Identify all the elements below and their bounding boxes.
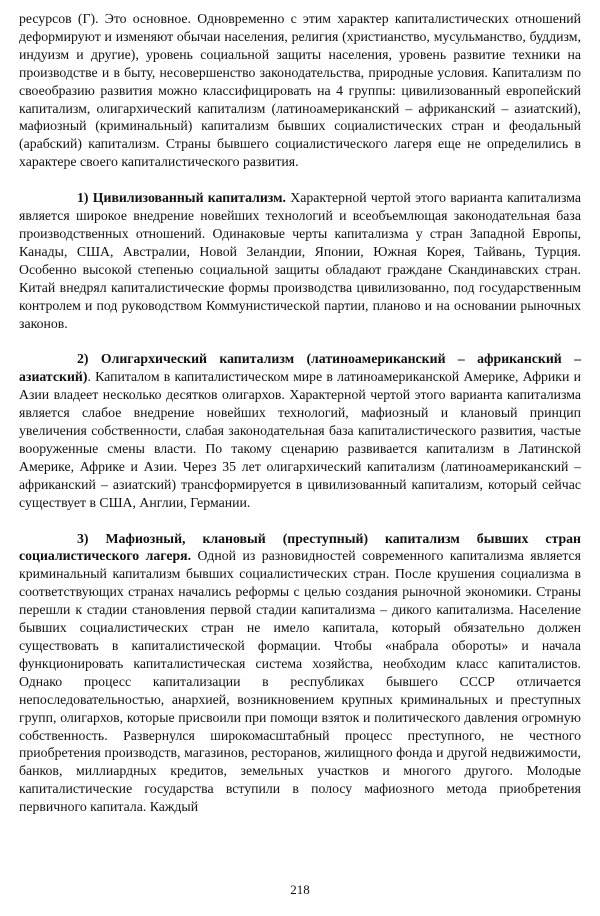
section-heading: 1) Цивилизованный капитализм. — [77, 190, 287, 206]
paragraph-gap — [19, 332, 581, 350]
section-body: Характерной чертой этого варианта капитализма является широкое внедрение новейших технологий и всеобъемлющая законодательная база производственных отношений. Одинаковые черты капитализма у стран Западной Европы, Канады, США, Австралии, Новой Зеландии, Японии, Южная Корея, Тайвань, Турция. Особенно высокой степенью социальной защиты обладают граждане Скандинавских стран. Китай внедрял капиталистические формы производства цивилизованно, под государственным контролем и под руководством Коммунистической партии, планово и на основании рыночных законов. — [19, 190, 582, 331]
section-heading: 2) Олигархический капитализм (латиноамериканский – африканский – азиатский) — [19, 351, 581, 385]
section-oligarchic-capitalism — [19, 350, 581, 511]
section-civilized-capitalism — [19, 189, 581, 332]
document-page — [19, 10, 581, 816]
section-mafia-capitalism — [19, 530, 581, 817]
page-number: 218 — [290, 882, 310, 897]
section-body: . Капиталом в капиталистическом мире в латиноамериканской Америке, Африки и Азии владеет несколько десятков олигархов. Характерной чертой этого варианта капитализма является слабое внедрение новейших технологий, мафиозный и клановый принцип увеличения собственности, слабая законодательная база капиталистического развития, частые вооруженные смены власти. По такому сценарию развивается капитализм в Латинской Америке, Африке и Азии. Через 35 лет олигархический капитализм (латиноамериканский – африканский – азиатский) трансформируется в цивилизованный капитализм, который сейчас существует в США, Англии, Германии. — [19, 369, 581, 510]
paragraph-gap — [19, 512, 581, 530]
section-body: Одной из разновидностей современного капитализма является криминальный капитализм бывших социалистических стран. После крушения социализма в соответствующих странах начались реформы с целью создания рыночной экономики. Страны перешли к стадии становления первой стадии капитализма – дикого капитализма. Население бывших социалистических стран не имело капитала, который обязательно должен существовать в капиталистической формации. Чтобы «набрала обороты» и начала функционировать капиталистическая система хозяйства, необходим класс капиталистов. Однако процесс капитализации в республиках бывшего СССР отличается непоследовательностью, анархией, возникновением крупных криминальных и преступных групп, олигархов, которые присвоили при помощи взяток и политического давления огромную собственность. Развернулся широкомасштабный процесс преступного, не честного приобретения производств, магазинов, ресторанов, жилищного фонда и другой недвижимости, банков, миллиардных кредитов, земельных участков и многого другого. Молодые капиталистические государства вступили в полосу мафиозного метода приобретения первичного капитала. Каждый — [19, 548, 581, 815]
section-heading: 3) Мафиозный, клановый (преступный) капитализм бывших стран социалистического лагеря. — [19, 530, 581, 564]
intro-paragraph: ресурсов (Г). Это основное. Одновременно с этим характер капиталистических отношений деформируют и изменяют обычаи населения, религия (христианство, мусульманство, буддизм, индуизм и другие), уровень социальной защиты населения, уровень развитие техники на производстве и в быту, несовершенство законодательства, природные условия. Капитализм по своеобразию развития можно классифицировать на 4 группы: цивилизованный европейский капитализм, олигархический капитализм (латиноамериканский – африканский – азиатский), мафиозный (криминальный) капитализм бывших социалистических стран и феодальный (арабский) капитализм. Страны бывшего социалистического лагеря еще не определились в характере своего капиталистического развития. — [19, 11, 581, 170]
paragraph-gap — [19, 171, 581, 189]
